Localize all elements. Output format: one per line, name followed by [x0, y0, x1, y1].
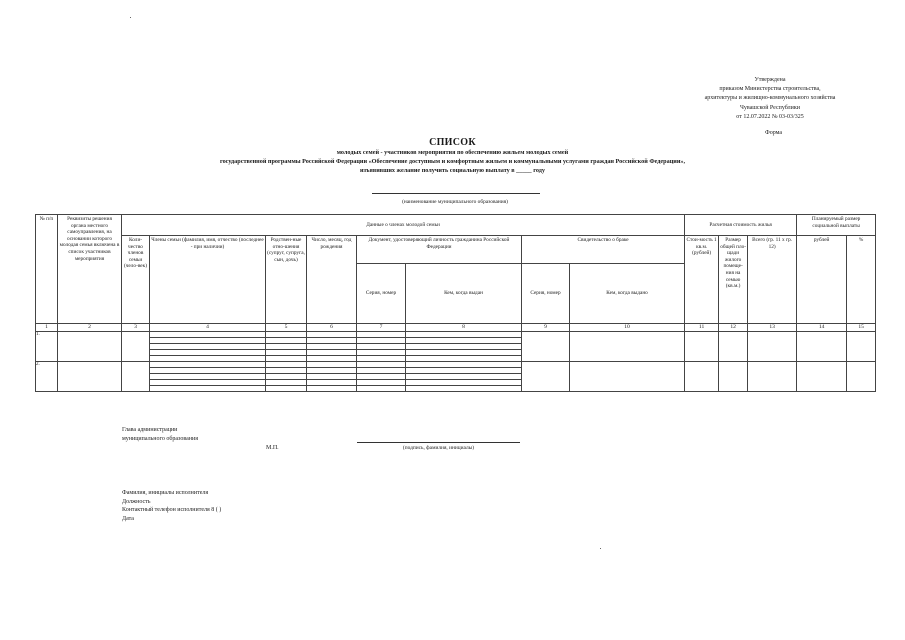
header-cost-per-m: Стои-мость 1 кв.м. (рублей): [685, 236, 719, 324]
header-members: Члены семьи (фамилия, имя, отчество (последнее - при наличии): [150, 236, 266, 324]
cell-relation[interactable]: [266, 385, 307, 391]
cell-total[interactable]: [748, 361, 797, 391]
row-number: 2.: [36, 361, 58, 391]
header-birth: Число, месяц, год рождения: [307, 236, 357, 324]
column-number: 2: [58, 324, 122, 332]
cell-issued-1[interactable]: [406, 385, 522, 391]
head-title-2: муниципального образования: [122, 435, 198, 442]
head-signature-block: [122, 426, 198, 443]
column-number: 12: [719, 324, 748, 332]
document-title: СПИСОК: [429, 137, 476, 148]
header-id-doc: Документ, удостоверяющий личность гражданина Российской Федерации: [357, 236, 522, 264]
header-num: № п/п: [36, 215, 58, 324]
cell-issued-2[interactable]: [570, 331, 685, 361]
seal-place-label: М.П.: [266, 445, 279, 451]
cell-series-2[interactable]: [522, 331, 570, 361]
cell-issued-2[interactable]: [570, 361, 685, 391]
title-line-3: изъявивших желание получить социальную выплату в _____ году: [359, 167, 545, 174]
column-number-row: [36, 324, 876, 332]
header-rubles: рублей: [797, 236, 847, 324]
approval-line: Утверждена: [754, 77, 786, 83]
executor-phone-label: Контактный телефон исполнителя 8 ( ): [122, 507, 222, 514]
signature-fill-line[interactable]: [357, 442, 520, 443]
scan-speck: [600, 548, 601, 549]
executor-date-label: Дата: [122, 515, 134, 522]
title-line-1: молодых семей - участников мероприятия по обеспечению жильем молодых семей: [336, 149, 569, 156]
column-number: 1: [36, 324, 58, 332]
cell-org[interactable]: [58, 331, 122, 361]
approval-stamp: [640, 76, 900, 122]
executor-block: [122, 489, 221, 523]
header-payment-group: Планируемый размер социальной выплаты: [797, 215, 876, 236]
cell-percent[interactable]: [847, 331, 876, 361]
cell-rubles[interactable]: [797, 361, 847, 391]
title-line-2: государственной программы Российской Федерации «Обеспечение доступным и комфортным жильем и коммунальными услугами граждан Российской Федерации»,: [219, 158, 686, 165]
cell-percent[interactable]: [847, 361, 876, 391]
column-number: 7: [357, 324, 406, 332]
header-issued-2: Кем, когда выдано: [570, 264, 685, 324]
column-number: 8: [406, 324, 522, 332]
scan-speck: [130, 17, 131, 18]
header-family-group: Данные о членах молодой семьи: [122, 215, 685, 236]
families-table: [35, 214, 876, 392]
header-count: Коли-чество членов семьи (чело-век): [122, 236, 150, 324]
cell-area[interactable]: [719, 361, 748, 391]
column-number: 15: [847, 324, 876, 332]
approval-line: приказом Министерства строительства,: [719, 86, 821, 93]
cell-member[interactable]: [150, 385, 266, 391]
municipality-fill-line[interactable]: [372, 193, 540, 194]
approval-line: Чувашской Республики: [739, 104, 801, 111]
cell-rubles[interactable]: [797, 331, 847, 361]
municipality-caption: (наименование муниципального образования): [402, 199, 508, 205]
column-number: 11: [685, 324, 719, 332]
cell-count[interactable]: [122, 361, 150, 391]
column-number: 5: [266, 324, 307, 332]
column-number: 9: [522, 324, 570, 332]
header-percent: %: [847, 236, 876, 324]
header-marriage: Свидетельство о браке: [522, 236, 685, 264]
header-issued-1: Кем, когда выдан: [406, 264, 522, 324]
column-number: 13: [748, 324, 797, 332]
column-number: 4: [150, 324, 266, 332]
header-total: Всего (гр. 11 х гр. 12): [748, 236, 797, 324]
header-cost-group: Расчетная стоимость жилья: [685, 215, 797, 236]
column-number: 14: [797, 324, 847, 332]
cell-series-2[interactable]: [522, 361, 570, 391]
cell-org[interactable]: [58, 361, 122, 391]
header-series-2: Серия, номер: [522, 264, 570, 324]
column-number: 10: [570, 324, 685, 332]
header-area: Размер общей пло-щади жилого помеще-ния на семью (кв.м.): [719, 236, 748, 324]
cell-cost-per-m[interactable]: [685, 361, 719, 391]
header-series-1: Серия, номер: [357, 264, 406, 324]
head-title: Глава администрации: [122, 427, 178, 433]
header-relation: Родствен-ные отно-шения (супруг, супруга, сын, дочь): [266, 236, 307, 324]
cell-count[interactable]: [122, 331, 150, 361]
header-org: Реквизиты решения органа местного самоуправления, на основании которого молодая семья включена в список участников мероприятия: [58, 215, 122, 324]
column-number: 6: [307, 324, 357, 332]
column-number: 3: [122, 324, 150, 332]
cell-total[interactable]: [748, 331, 797, 361]
approval-line: архитектуры и жилищно-коммунального хозяйства: [704, 95, 836, 102]
cell-cost-per-m[interactable]: [685, 331, 719, 361]
row-number: 1.: [36, 331, 58, 361]
cell-series-1[interactable]: [357, 385, 406, 391]
approval-line: от 12.07.2022 № 03-03/325: [736, 113, 804, 120]
executor-position-label: Должность: [122, 498, 151, 505]
signature-caption: (подпись, фамилия, инициалы): [402, 445, 475, 451]
cell-area[interactable]: [719, 331, 748, 361]
form-label: Форма: [765, 130, 783, 136]
executor-name-label: Фамилия, инициалы исполнителя: [122, 490, 209, 496]
cell-birth[interactable]: [307, 385, 357, 391]
